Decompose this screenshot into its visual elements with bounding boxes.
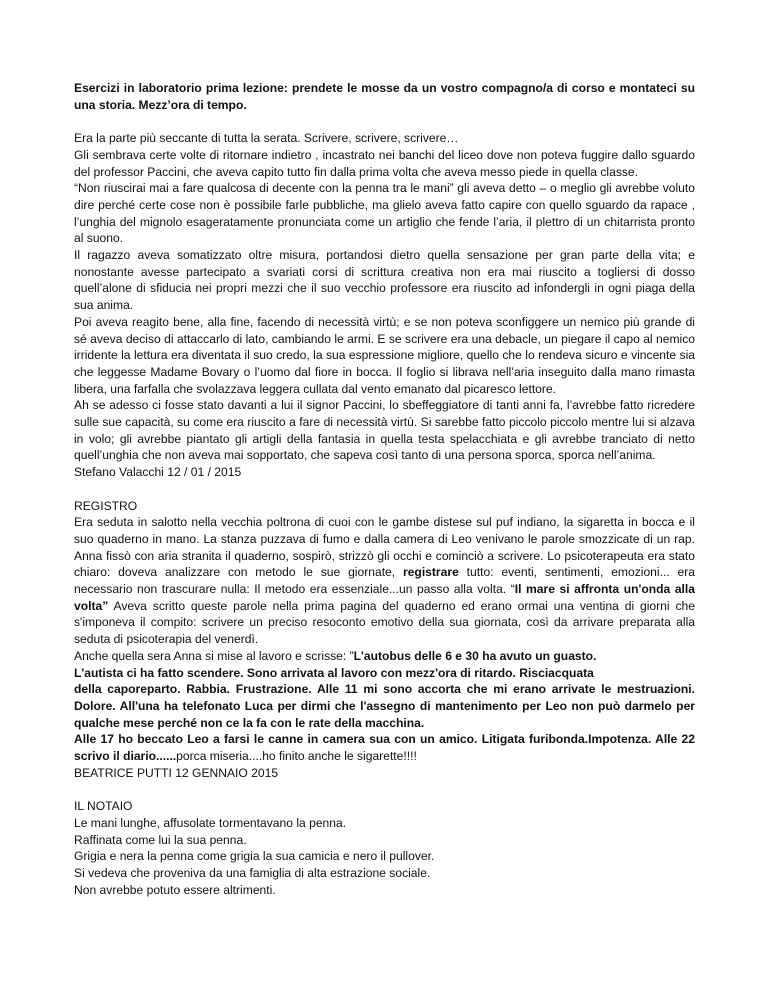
story3-line: Si vedeva che proveniva da una famiglia di alta estrazione sociale. — [74, 866, 431, 880]
story3-line: Le mani lunghe, affusolate tormentavano la penna. — [74, 815, 347, 830]
story2-title: REGISTRO — [74, 498, 138, 513]
story1-paragraph: Gli sembrava certe volte di ritornare indietro , incastrato nei banchi del liceo dove non poteva fuggire dallo sguardo del professor Paccini, che aveva capito tutto fin dalla prima volta che aveva messo piede in quella classe. — [74, 147, 695, 179]
story3-line: Raffinata come lui la sua penna. — [74, 832, 247, 847]
story1-paragraph: Era la parte più seccante di tutta la serata. Scrivere, scrivere, scrivere… — [74, 131, 459, 146]
story2-signature: BEATRICE PUTTI 12 GENNAIO 2015 — [74, 765, 279, 780]
story2-diary-line: Alle 17 ho beccato Leo a farsi le canne in camera sua con un amico. Litigata furibonda.Impotenza. Alle 22 scrivo il diario......porca miseria....ho finito anche le sigarette!!!! — [74, 732, 695, 764]
story1-paragraph: “Non riuscirai mai a fare qualcosa di decente con la penna tra le mani” gli aveva detto – o meglio gli avrebbe voluto dire perché certe cose non è possibile farle pubbliche, ma glielo aveva fatto capire con quello sguardo da rapace , l’unghia del mignolo esageratamente pronunciata come un artiglio che fende l’aria, il plettro di un chitarrista pronto al suono. — [74, 181, 695, 246]
story2-paragraph: Era seduta in salotto nella vecchia poltrona di cuoi con le gambe distese sul puf indiano, la sigaretta in bocca e il suo quaderno in mano. La stanza puzzava di fumo e dalla camera di Leo venivano le parole smozzicate di un rap. Anna fissò con aria stranita il quaderno, sospirò, strizzò gli occhi e cominciò a scrivere. Lo psicoterapeuta era stato chiaro: doveva analizzare con metodo le sue giornate, registrare tutto: eventi, sentimenti, emozioni... era necessario non trascurare nulla: Il metodo era essenziale...un passo alla volta. “Il mare si affronta un'onda alla volta” Aveva scritto queste parole nella prima pagina del quaderno ed erano ormai una ventina di giorni che s'imponeva il compito: scrivere un preciso resoconto emotivo della sua giornata, così da arrivare preparata alla seduta di psicoterapia del venerdì. — [74, 515, 695, 647]
story2-diary-line: Anche quella sera Anna si mise al lavoro e scrisse: ”L'autobus delle 6 e 30 ha avuto un guasto. — [74, 648, 597, 663]
story1-signature: Stefano Valacchi 12 / 01 / 2015 — [74, 465, 242, 480]
story3-line: Grigia e nera la penna come grigia la sua camicia e nero il pullover. — [74, 849, 435, 864]
spacer — [74, 481, 695, 498]
story1-paragraph: Il ragazzo aveva somatizzato oltre misura, portandosi dietro quella sensazione per gran parte della vita; e nonostante avesse partecipato a svariati corsi di scrittura creativa non era mai riuscito a togliersi di dosso quell’alone di sfiducia nei propri mezzi che il suo vecchio professore era riuscito ad infondergli in ogni piaga della sua anima. — [74, 248, 695, 313]
story1-paragraph: Poi aveva reagito bene, alla fine, facendo di necessità virtù; e se non poteva sconfiggere un nemico più grande di sé aveva deciso di attaccarlo di lato, cambiando le armi. E se scrivere era una debacle, un piegare il capo al nemico irridente la lettura era diventata il suo credo, la sua espressione migliore, quello che lo rendeva sicuro e vincente sia che leggesse Madame Bovary o l’uomo dal fiore in bocca. Il foglio si librava nell’aria inseguito dalla mano rimasta libera, una farfalla che svolazzava leggera cullata dal vento emanato dal picaresco lettore. — [74, 314, 695, 396]
story2-diary-line: L'autista ci ha fatto scendere. Sono arrivata al lavoro con mezz'ora di ritardo. Risciacquata — [74, 665, 594, 680]
instructions-heading: Esercizi in laboratorio prima lezione: prendete le mosse da un vostro compagno/a di corso e montateci su una storia. Mezz’ora di tempo. — [74, 81, 695, 112]
story3-title: IL NOTAIO — [74, 799, 133, 814]
spacer — [74, 113, 695, 130]
spacer — [74, 782, 695, 799]
story2-diary-line: della caporeparto. Rabbia. Frustrazione. Alle 11 mi sono accorta che mi erano arrivate le mestruazioni. Dolore. All'una ha telefonato Luca per dirmi che l'assegno di mantenimento per Leo non può darmelo per qualche mese perché non ce la fa con le rate della macchina. — [74, 682, 695, 730]
story1-paragraph: Ah se adesso ci fosse stato davanti a lui il signor Paccini, lo sbeffeggiatore di tanti anni fa, l’avrebbe fatto ricredere sulle sue capacità, su come era riuscito a fare di necessità virtù. Si sarebbe fatto piccolo piccolo mentre lui si alzava in volo; gli avrebbe piantato gli artigli della fantasia in quella testa spelacchiata e gli avrebbe tranciato di netto quell’unghia che non aveva mai sopportato, che sapeva così tanto di una persona sporca, sporca nell’anima. — [74, 398, 695, 463]
document-page — [74, 80, 695, 898]
story3-line: Non avrebbe potuto essere altrimenti. — [74, 882, 276, 897]
